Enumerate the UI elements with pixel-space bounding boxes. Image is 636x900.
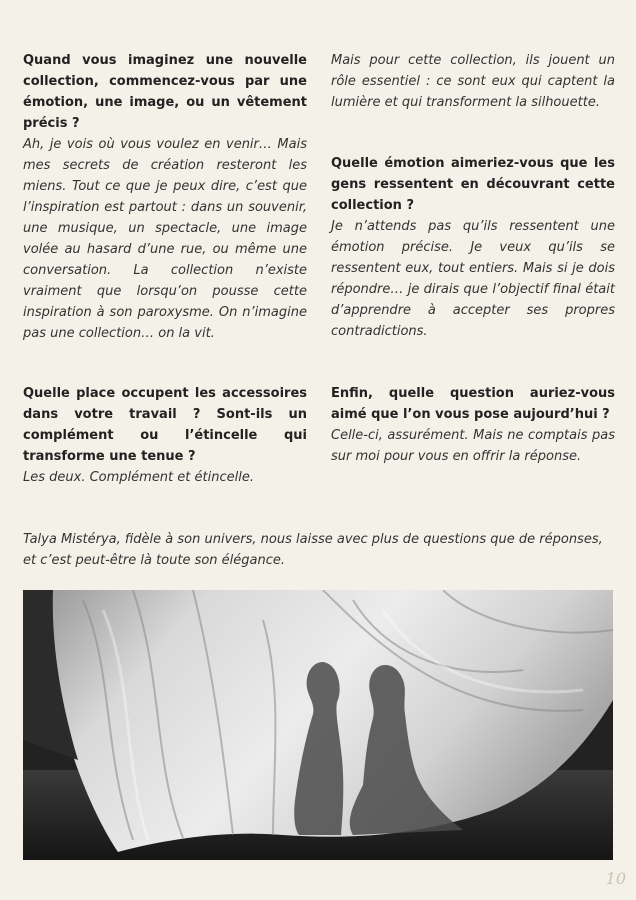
- question-text: Quand vous imaginez une nouvelle collection, commencez-vous par une émotion, une image, ou un vêtement précis ?: [23, 53, 307, 131]
- answer-text: Celle-ci, assurément. Mais ne comptais pas sur moi pour vous en offrir la réponse.: [331, 428, 615, 464]
- interview-block-2: [23, 383, 307, 488]
- interview-block-1: [23, 50, 307, 344]
- interview-continuation: [331, 50, 615, 113]
- page-number: 10: [605, 869, 626, 888]
- answer-text: Mais pour cette collection, ils jouent un rôle essentiel : ce sont eux qui captent la lumière et qui transforment la silhouette.: [331, 53, 615, 110]
- question-text: Enfin, quelle question auriez-vous aimé que l’on vous pose aujourd’hui ?: [331, 386, 615, 422]
- answer-text: Les deux. Complément et étincelle.: [23, 470, 254, 485]
- fabric-silhouettes-photo: [23, 590, 613, 860]
- interview-block-4: [331, 383, 615, 467]
- answer-text: Je n’attends pas qu’ils ressentent une émotion précise. Je veux qu’ils se ressentent eux, tout entiers. Mais si je dois répondre… je dirais que l’objectif final était d’apprendre à accepter ses propres contradictions.: [331, 219, 615, 339]
- closing-paragraph: Talya Mistérya, fidèle à son univers, nous laisse avec plus de questions que de réponses, et c’est peut-être là toute son élégance.: [23, 532, 603, 568]
- interview-block-3: [331, 153, 615, 342]
- answer-text: Ah, je vois où vous voulez en venir… Mais mes secrets de création resteront les miens. Tout ce que je peux dire, c’est que l’inspiration est partout : dans un souvenir, une musique, un spectacle, une image volée au hasard d’une rue, ou même une conversation. La collection n’existe vraiment que lorsqu’on pousse cette inspiration à son paroxysme. On n’imagine pas une collection… on la vit.: [23, 137, 307, 341]
- question-text: Quelle émotion aimeriez-vous que les gens ressentent en découvrant cette collection ?: [331, 156, 615, 213]
- question-text: Quelle place occupent les accessoires dans votre travail ? Sont-ils un complément ou l’étincelle qui transforme une tenue ?: [23, 386, 307, 464]
